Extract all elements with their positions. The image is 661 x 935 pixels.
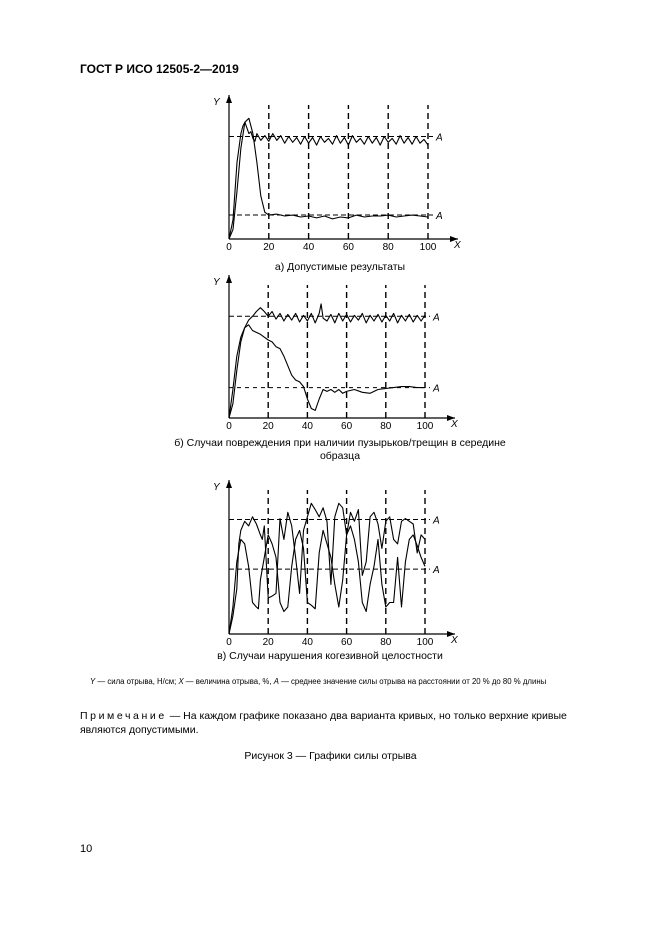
reference-line-a-label: A: [436, 211, 443, 223]
y-axis-label: Y: [213, 97, 220, 108]
x-tick-label: 0: [226, 242, 232, 253]
y-axis-label: Y: [213, 482, 220, 493]
chart-a-caption: а) Допустимые результаты: [274, 261, 406, 273]
symbol-legend: [90, 677, 546, 686]
x-axis-label: X: [454, 240, 461, 251]
legend-y-text: — сила отрыва, Н/см;: [95, 677, 179, 686]
document-header: ГОСТ Р ИСО 12505-2—2019: [80, 62, 239, 76]
x-tick-label: 100: [416, 637, 434, 648]
page-number: 10: [80, 843, 93, 855]
x-axis-label: X: [451, 635, 458, 646]
x-tick-label: 60: [341, 637, 353, 648]
reference-line-a-label: A: [436, 132, 443, 144]
x-tick-label: 80: [380, 637, 392, 648]
note-text: — На каждом графике показано два варианта кривых, но только верхние кривые являются допустимыми.: [80, 710, 567, 736]
legend-a-text: — среднее значение силы отрыва на расстоянии от 20 % до 80 % длины: [278, 677, 547, 686]
chart-b-caption: б) Случаи повреждения при наличии пузырьков/трещин в середине образца: [174, 437, 506, 462]
x-tick-label: 0: [226, 421, 232, 432]
reference-line-a-label: A: [433, 312, 440, 324]
x-tick-label: 80: [380, 421, 392, 432]
note-label: Примечание: [80, 710, 167, 722]
reference-line-a-label: A: [433, 383, 440, 395]
legend-x-symbol: X: [178, 677, 184, 686]
x-tick-label: 80: [382, 242, 394, 253]
y-axis-label: Y: [213, 277, 220, 288]
x-axis-label: X: [451, 419, 458, 430]
legend-y-symbol: Y: [90, 677, 96, 686]
x-tick-label: 40: [301, 421, 313, 432]
note-paragraph: [80, 709, 610, 737]
legend-a-symbol: A: [273, 677, 279, 686]
x-tick-label: 20: [262, 637, 274, 648]
x-tick-label: 0: [226, 637, 232, 648]
y-axis-arrow: [226, 480, 232, 488]
x-tick-label: 60: [341, 421, 353, 432]
x-tick-label: 40: [301, 637, 313, 648]
x-tick-label: 60: [342, 242, 354, 253]
x-tick-label: 20: [263, 242, 275, 253]
x-tick-label: 20: [262, 421, 274, 432]
x-tick-label: 100: [416, 421, 434, 432]
figure-caption: Рисунок 3 — Графики силы отрыва: [244, 750, 417, 762]
reference-line-a-label: A: [433, 515, 440, 527]
legend-x-text: — величина отрыва, %,: [183, 677, 274, 686]
reference-line-a-label: A: [433, 565, 440, 577]
x-tick-label: 40: [303, 242, 315, 253]
chart-c-caption: в) Случаи нарушения когезивной целостности: [217, 650, 443, 662]
x-tick-label: 100: [419, 242, 437, 253]
